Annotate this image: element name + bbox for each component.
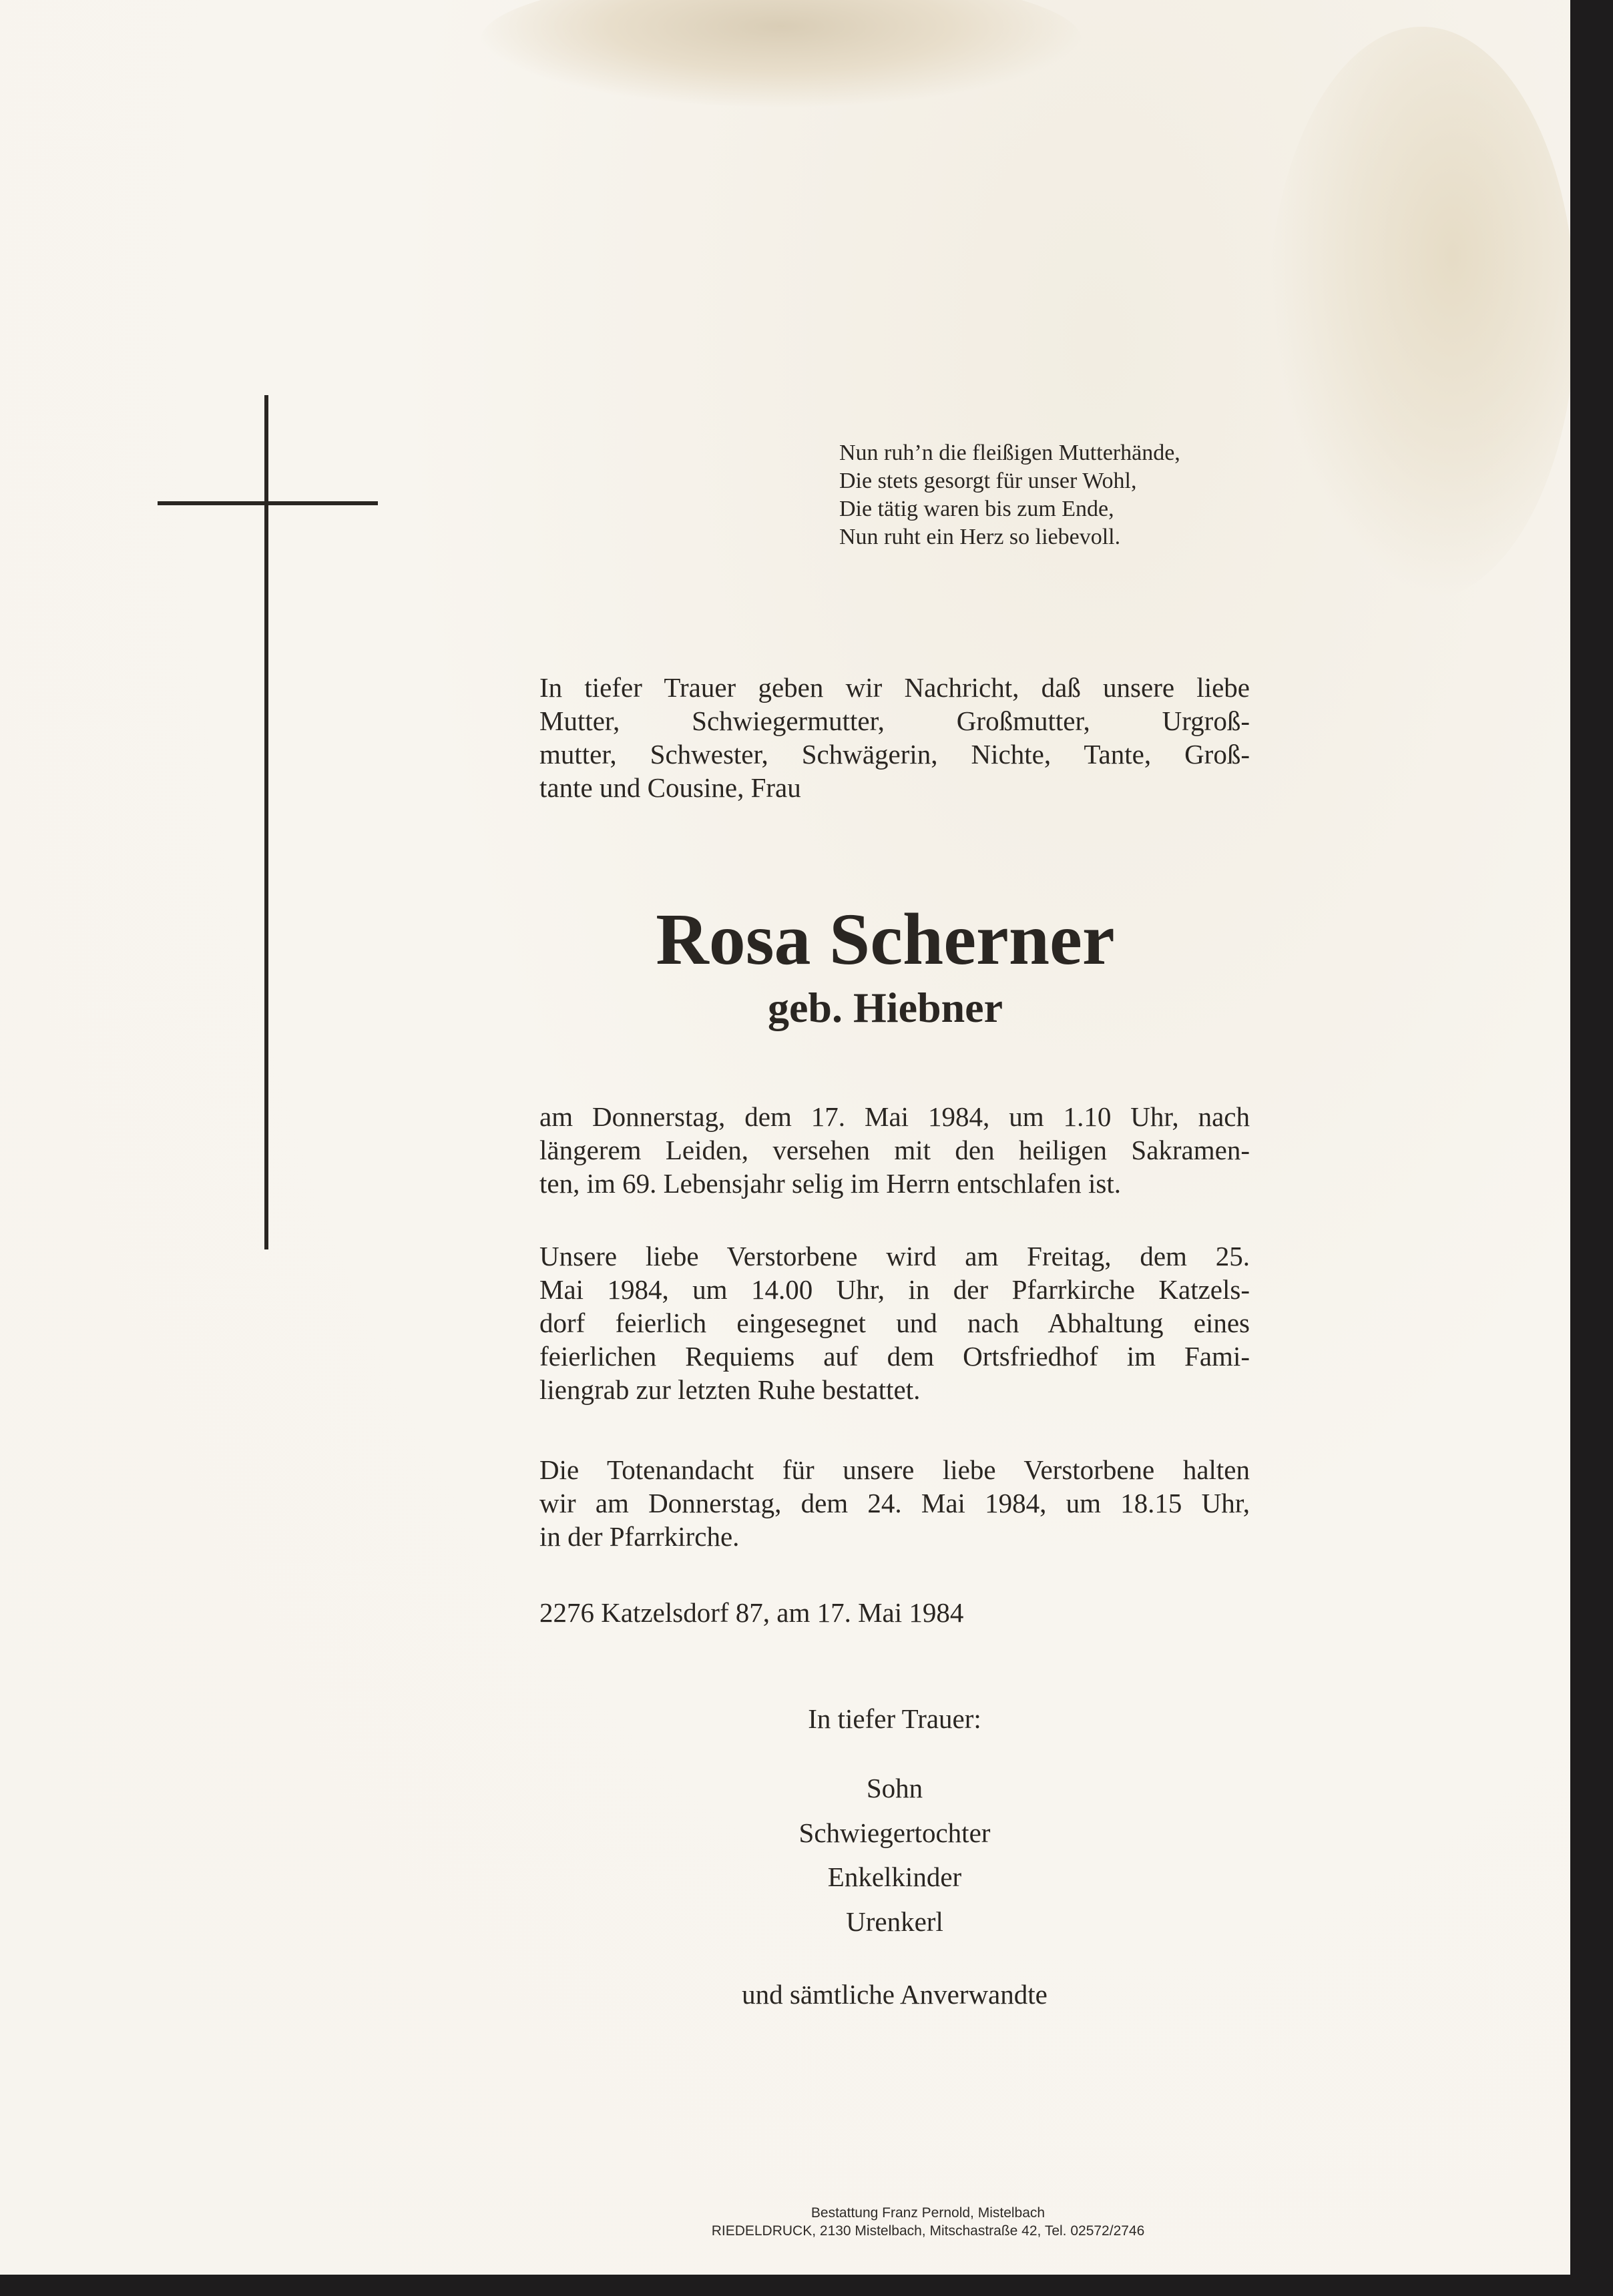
place-and-date: 2276 Katzelsdorf 87, am 17. Mai 1984 — [539, 1597, 964, 1628]
poem-line: Nun ruht ein Herz so liebevoll. — [839, 525, 1121, 549]
intro-line: Mutter, Schwiegermutter, Großmutter, Urgroß- — [539, 705, 1250, 736]
water-stain-right — [1269, 27, 1576, 601]
poem-line: Nun ruh’n die fleißigen Mutterhände, — [839, 441, 1180, 465]
cross-horizontal-bar — [158, 501, 378, 505]
vigil-line: wir am Donnerstag, dem 24. Mai 1984, um 18.15 Uhr, — [539, 1488, 1250, 1518]
vigil-line: Die Totenandacht für unsere liebe Verstorbene halten — [539, 1454, 1250, 1485]
vigil-paragraph — [539, 1453, 1250, 1553]
deceased-name: Rosa Scherner — [656, 898, 1115, 980]
vigil-line: in der Pfarrkirche. — [539, 1521, 740, 1552]
mourner-entry: Schwiegertochter — [798, 1817, 991, 1848]
deceased-birth-name: geb. Hiebner — [768, 984, 1003, 1031]
death-notice-line: ten, im 69. Lebensjahr selig im Herrn entschlafen ist. — [539, 1168, 1122, 1199]
poem-line: Die stets gesorgt für unser Wohl, — [839, 469, 1137, 493]
intro-line: In tiefer Trauer geben wir Nachricht, daß unsere liebe — [539, 672, 1250, 703]
poem-line: Die tätig waren bis zum Ende, — [839, 497, 1114, 521]
mourner-entry: Sohn — [866, 1773, 923, 1803]
funeral-line: liengrab zur letzten Ruhe bestattet. — [539, 1374, 921, 1405]
mourner-entry: Urenkerl — [846, 1906, 943, 1937]
mourning-border-bottom — [0, 2275, 1613, 2296]
mourner-entry: Enkelkinder — [827, 1861, 962, 1892]
mourners-heading: In tiefer Trauer: — [808, 1703, 981, 1734]
mourning-border-right — [1570, 0, 1613, 2296]
funeral-line: Unsere liebe Verstorbene wird am Freitag, dem 25. — [539, 1241, 1250, 1271]
death-notice-paragraph — [539, 1100, 1250, 1200]
death-notice-line: am Donnerstag, dem 17. Mai 1984, um 1.10 Uhr, nach — [539, 1101, 1250, 1132]
funeral-paragraph — [539, 1239, 1250, 1406]
mourners-closing: und sämtliche Anverwandte — [742, 1979, 1048, 2010]
funeral-line: Mai 1984, um 14.00 Uhr, in der Pfarrkirche Katzels- — [539, 1274, 1250, 1305]
funeral-line: dorf feierlich eingesegnet und nach Abhaltung eines — [539, 1308, 1250, 1338]
printer-credit: RIEDELDRUCK, 2130 Mistelbach, Mitschastraße 42, Tel. 02572/2746 — [711, 2223, 1145, 2239]
cross-vertical-bar — [264, 395, 268, 1249]
memorial-poem — [839, 439, 1180, 551]
intro-line: mutter, Schwester, Schwägerin, Nichte, Tante, Groß- — [539, 739, 1250, 770]
intro-paragraph — [539, 671, 1250, 804]
undertaker-credit: Bestattung Franz Pernold, Mistelbach — [811, 2205, 1046, 2221]
intro-line: tante und Cousine, Frau — [539, 772, 801, 803]
death-notice-line: längerem Leiden, versehen mit den heiligen Sakramen- — [539, 1135, 1250, 1165]
funeral-line: feierlichen Requiems auf dem Ortsfriedhof im Fami- — [539, 1341, 1250, 1372]
